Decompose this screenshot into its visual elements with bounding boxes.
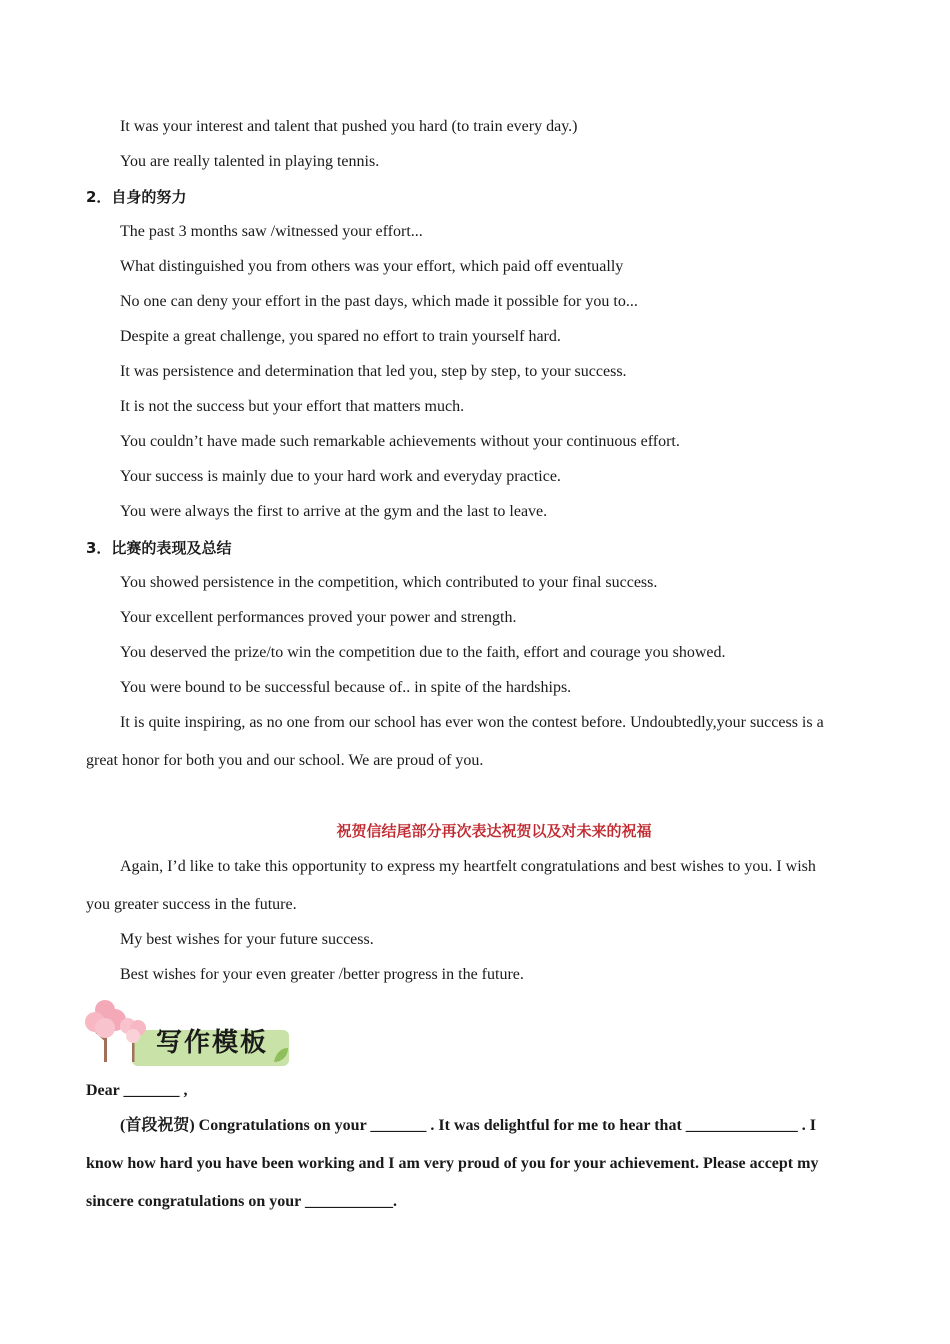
text-line: You deserved the prize/to win the competition due to the faith, effort and courage you showed. bbox=[120, 644, 726, 661]
text-line: You were bound to be successful because of.. in spite of the hardships. bbox=[120, 679, 572, 696]
text-line: What distinguished you from others was your effort, which paid off eventually bbox=[120, 258, 624, 275]
text-line: It was your interest and talent that pushed you hard (to train every day.) bbox=[120, 118, 578, 135]
banner-title: 写作模板 bbox=[156, 1028, 269, 1058]
text-line: Best wishes for your even greater /better progress in the future. bbox=[120, 966, 524, 983]
text-line: know how hard you have been working and I am very proud of you for your achievement. Please accept my bbox=[86, 1155, 819, 1172]
text-line: Your success is mainly due to your hard work and everyday practice. bbox=[120, 468, 561, 485]
text-line: The past 3 months saw /witnessed your effort... bbox=[120, 223, 423, 240]
section-heading: 3．比赛的表现及总结 bbox=[86, 539, 232, 557]
section-heading: 2．自身的努力 bbox=[86, 188, 187, 206]
text-line: My best wishes for your future success. bbox=[120, 931, 374, 948]
text-line: You are really talented in playing tennis. bbox=[120, 153, 380, 170]
salutation: Dear _______ , bbox=[86, 1082, 188, 1099]
text-line: great honor for both you and our school. We are proud of you. bbox=[86, 752, 484, 769]
text-line: It was persistence and determination that led you, step by step, to your success. bbox=[120, 363, 627, 380]
closing-title: 祝贺信结尾部分再次表达祝贺以及对未来的祝福 bbox=[336, 822, 652, 840]
text-line: No one can deny your effort in the past days, which made it possible for you to... bbox=[120, 293, 638, 310]
text-line: (首段祝贺) Congratulations on your _______ . It was delightful for me to hear that ______________ . I bbox=[120, 1117, 817, 1134]
text-line: Your excellent performances proved your power and strength. bbox=[120, 609, 517, 626]
tree-icon bbox=[84, 996, 154, 1068]
text-line: It is quite inspiring, as no one from our school has ever won the contest before. Undoubtedly,your success is a bbox=[120, 714, 824, 731]
text-line: you greater success in the future. bbox=[86, 896, 297, 913]
leaf-icon bbox=[272, 1046, 290, 1064]
text-line: You were always the first to arrive at the gym and the last to leave. bbox=[120, 503, 548, 520]
text-line: Despite a great challenge, you spared no effort to train yourself hard. bbox=[120, 328, 561, 345]
text-line: It is not the success but your effort that matters much. bbox=[120, 398, 465, 415]
text-line: Again, I’d like to take this opportunity to express my heartfelt congratulations and best wishes to you. I wish bbox=[120, 858, 816, 875]
text-line: You couldn’t have made such remarkable achievements without your continuous effort. bbox=[120, 433, 680, 450]
text-line: You showed persistence in the competition, which contributed to your final success. bbox=[120, 574, 658, 591]
text-line: sincere congratulations on your ___________. bbox=[86, 1193, 397, 1210]
template-banner bbox=[84, 996, 294, 1068]
